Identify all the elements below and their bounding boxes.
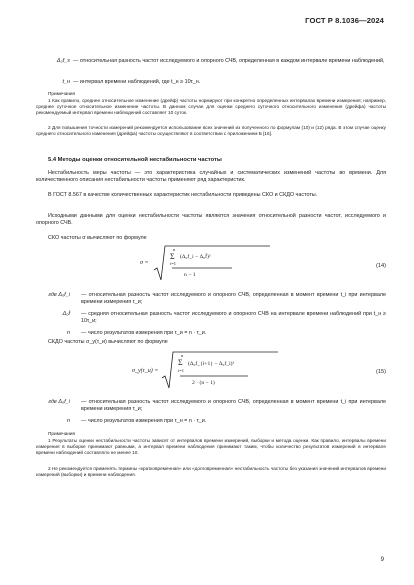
sum-upper: n: [173, 247, 176, 252]
note-item: 2 Не рекомендуется применять термины «кратковременная» или «долговременная» нестабильность частоты без указания значений интервалов времени измерений (выборки) и времени наблюдения.: [36, 466, 386, 478]
sum-sign: Σ: [170, 252, 175, 261]
sum-lower: i=1: [178, 368, 185, 373]
definition-text: — число результатов измерения при τ_и = n · τ_и.: [81, 330, 207, 336]
numerator: (Δ₀f_{i+1} − Δ₀f_i)²: [188, 361, 235, 367]
definition-symbol: n: [67, 418, 70, 424]
definition-text: — средняя относительная разность частот исследуемого и опорного СЧВ на интервале времени наблюдений при t_н ≥ 10τ_и;: [81, 311, 386, 325]
definition-row: [36, 311, 386, 325]
paragraph: Исходными данными для оценки нестабильности частоты являются значения относительной разности частот, исследуемого и опорного СЧВ.: [36, 213, 386, 227]
definition-row: [36, 418, 386, 426]
definition-row: [36, 399, 386, 413]
paragraph: Нестабильность меры частоты — это характеристика случайных и систематических изменений частоты во времени. Для количественного описания нестабильности частоты применяют ряд характеристик.: [36, 170, 386, 184]
definition-text: — относительная разность частот исследуемого и опорного СЧВ, определенная в момент времени t_i при интервале времени измерения τ_и;: [81, 399, 386, 413]
definition-row: [36, 292, 386, 306]
standard-header: ГОСТ Р 8.1036—2024: [305, 16, 384, 25]
equation-15: [132, 350, 292, 394]
definition-symbol: Δ₀f̄: [62, 311, 70, 317]
notes-title: Примечания: [48, 431, 76, 436]
definition-text: — интервал времени наблюдений, где t_н ≥ 10τ_н.: [73, 79, 201, 85]
section-title: 5.4 Методы оценки относительной нестабильности частоты: [48, 157, 222, 163]
denominator: n − 1: [184, 272, 196, 278]
page-number: 9: [380, 557, 384, 563]
definition-row: [36, 79, 386, 87]
equation-lhs: σ =: [140, 260, 149, 266]
note-item: 2 Для повышения точности измерений рекомендуется использование всех значений из полученного по формулам (10) и (12) ряда. В этом случае оценку среднего относительного изменения (дрейфа) частоты осуществляют в соответствии с приложением Б [16].: [36, 125, 386, 137]
definition-symbol: t_н: [62, 79, 70, 85]
paragraph: В ГОСТ 8.567 в качестве количественных характеристик нестабильности приведены СКО и СКДО частоты.: [48, 192, 318, 198]
definition-row: [36, 330, 386, 338]
notes-title: Примечания: [48, 91, 76, 96]
equation-14: [140, 244, 280, 286]
sum-upper: n: [181, 353, 184, 358]
note-item: 1 Результаты оценки нестабильности частоты зависят от интервалов времени измерений, выборки и метода оценки. Как правило, интервалы времени измерения в выборке принимают равными, а интервал времени наблюдения принимают таким, чтобы количество результатов измерений в интервале времени наблюдений составляло не менее 10.: [36, 438, 386, 456]
definition-text: — относительная разность частот исследуемого и опорного СЧВ, определенная в момент времени t_i при интервале времени измерения τ_и;: [81, 292, 386, 306]
definition-row: [36, 58, 386, 74]
equation-lhs: σ_y(τ_и) =: [132, 368, 159, 374]
note-item: 1 Как правило, среднее относительное изменение (дрейф) частоты нормируют при конкретно определенных интервалах времени измерения; например, среднее суточное относительное изменение частоты. В данном случае для оценки среднего суточного относительного изменения (дрейфа) частоты рекомендуемый интервал времени наблюдений составляет 10 суток.: [36, 98, 386, 116]
definition-text: — число результатов измерения при τ_н = n · τ_и.: [81, 418, 207, 424]
numerator: (Δ₀f_i − Δ₀f̄)²: [180, 254, 211, 260]
sum-sign: Σ: [178, 358, 183, 367]
paragraph: СКДО частоты σ_y(τ_и) вычисляют по формуле: [48, 339, 168, 345]
definition-symbol: где Δ₀f_i: [48, 399, 70, 405]
definition-symbol: n: [67, 330, 70, 336]
definition-text: — относительная разность частот исследуемого и опорного СЧВ, определенная в каждом интервале времени наблюдений,: [73, 58, 385, 64]
equation-number: (15): [376, 369, 386, 375]
sum-lower: i=1: [170, 261, 177, 266]
paragraph: СКО частоты σ вычисляют по формуле: [48, 235, 147, 241]
definition-symbol: Δ₀f_s: [56, 58, 70, 64]
equation-number: (14): [376, 263, 386, 269]
denominator: 2 · (n − 1): [192, 380, 215, 386]
definition-symbol: где Δ₀f_i: [48, 292, 70, 298]
